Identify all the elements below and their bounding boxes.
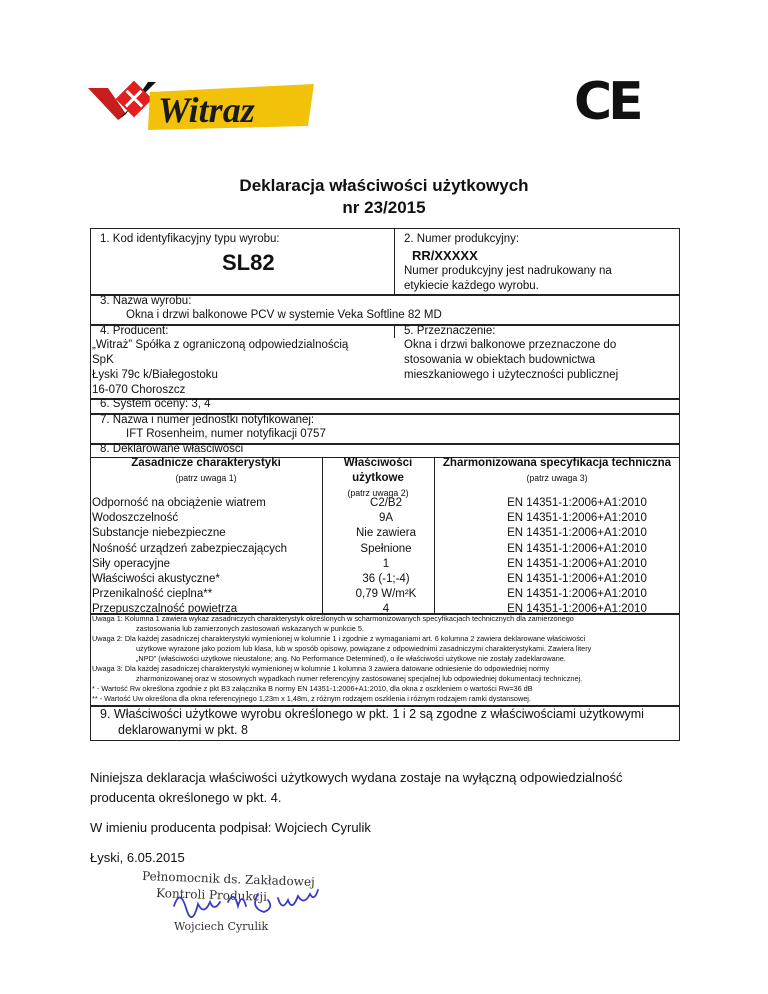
purpose-line: Okna i drzwi balkonowe przeznaczone do [404, 339, 617, 351]
performance-cell: C2/B2 [370, 497, 402, 509]
specification-cell: EN 14351-1:2006+A1:2010 [507, 497, 647, 509]
s1-label: 1. Kod identyfikacyjny typu wyrobu: [100, 233, 280, 245]
col-note: (patrz uwaga 2) [347, 488, 409, 498]
ce-mark: CE [574, 72, 640, 132]
s2-label: 2. Numer produkcyjny: [404, 233, 520, 245]
document-number: nr 23/2015 [342, 198, 426, 217]
s8-label: 8. Deklarowane właściwości [100, 443, 244, 455]
svg-text:Wojciech Cyrulik: Wojciech Cyrulik [174, 920, 269, 933]
svg-text:Kontroli Produkcji: Kontroli Produkcji [155, 886, 268, 904]
characteristic-cell: Przepuszczalność powietrza [92, 603, 238, 616]
conformity-statement: 9. Właściwości użytkowe wyrobu określonego w pkt. 1 i 2 są zgodne z właściwościami użytkowymi [100, 707, 644, 721]
table-row [90, 588, 678, 603]
performance-cell: 36 (-1;-4) [362, 573, 410, 585]
performance-cell: Nie zawiera [355, 527, 417, 540]
note-line: Uwaga 2: Dla każdej zasadniczej charakterystyki wymienionej w kolumnie 1 i zgodnie z wymaganiami art. 6 kolumna 2 zawiera deklarowane właściwości [92, 634, 586, 643]
table-row [90, 543, 678, 558]
producer-line: „Witraż” Spółka z ograniczoną odpowiedzialnością [92, 339, 349, 351]
performance-cell: 9A [378, 512, 394, 525]
characteristic-cell: Odporność na obciążenie wiatrem [92, 497, 266, 509]
performance-cell: 4 [382, 603, 390, 616]
purpose-line: mieszkaniowego i użyteczności publicznej [404, 369, 619, 381]
notified-body: IFT Rosenheim, numer notyfikacji 0757 [126, 428, 326, 440]
responsibility-text: producenta określonego w pkt. 4. [90, 790, 282, 805]
note-line: Uwaga 1: Kolumna 1 zawiera wykaz zasadniczych charakterystyk określonych w scharmonizowanych specyfikacjach technicznych dla zamierzonego [92, 614, 574, 623]
s4-label: 4. Producent: [100, 325, 169, 337]
note-line: * - Wartość Rw określona zgodnie z pkt B3 załącznika B normy EN 14351-1:2006+A1:2010, dla okna z oszkleniem o wartości Rw=36 dB [92, 684, 533, 693]
product-code: SL82 [222, 250, 275, 275]
performance-cell: 1 [382, 557, 390, 570]
product-name: Okna i drzwi balkonowe PCV w systemie Veka Softline 82 MD [126, 309, 442, 321]
specification-cell: EN 14351-1:2006+A1:2010 [507, 542, 647, 555]
stamp-signature [130, 864, 350, 944]
specification-cell: EN 14351-1:2006+A1:2010 [507, 557, 647, 570]
s5-label: 5. Przeznaczenie: [404, 325, 496, 337]
s7-label: 7. Nazwa i numer jednostki notyfikowanej: [100, 414, 315, 426]
assessment-system: 6. System oceny: 3, 4 [100, 398, 211, 410]
table-row [90, 527, 678, 542]
document-title: Deklaracja właściwości użytkowych [239, 176, 529, 195]
note-line: zastosowania lub zamierzonych zastosowań wskazanych w punkcie 5. [136, 624, 364, 633]
specification-cell: EN 14351-1:2006+A1:2010 [507, 588, 647, 601]
s3-label: 3. Nazwa wyrobu: [100, 295, 192, 307]
s2-note: etykiecie każdego wyrobu. [404, 280, 539, 292]
signed-by: W imieniu producenta podpisał: Wojciech Cyrulik [90, 820, 371, 835]
note-line: użytkowe wyrażone jako poziom lub klasa, lub w sposób opisowy, powiązane z odpowiednimi zasadniczymi charakterystykami. Zawiera litery [136, 644, 592, 653]
characteristic-cell: Siły operacyjne [92, 557, 170, 570]
specification-cell: EN 14351-1:2006+A1:2010 [507, 573, 647, 585]
col-header-performance: użytkowe [352, 472, 404, 484]
characteristic-cell: Wodoszczelność [92, 512, 179, 525]
col-header-characteristics: Zasadnicze charakterystyki [131, 457, 281, 469]
table-row [90, 497, 678, 512]
svg-text:Pełnomocnik ds. Zakładowej: Pełnomocnik ds. Zakładowej [141, 869, 316, 890]
col-note: (patrz uwaga 3) [526, 473, 588, 483]
s2-note: Numer produkcyjny jest nadrukowany na [404, 265, 612, 277]
table-row [90, 558, 678, 573]
place-date: Łyski, 6.05.2015 [90, 850, 185, 865]
producer-line: 16-070 Choroszcz [92, 384, 186, 396]
specification-cell: EN 14351-1:2006+A1:2010 [507, 527, 647, 540]
table-row [90, 573, 678, 588]
note-line: Uwaga 3: Dla każdej zasadniczej charakterystyki wymienionej w kolumnie 1 kolumna 3 zawiera datowane odniesienie do odpowiedniej normy [92, 664, 550, 673]
col-note: (patrz uwaga 1) [175, 473, 237, 483]
purpose-line: stosowania w obiektach budownictwa [404, 354, 596, 366]
note-line: zharmonizowanej oraz w stosownych wypadkach numer referencyjny zastosowanej specjalnej lub odpowiedniej dokumentacji technicznej. [136, 674, 583, 683]
characteristic-cell: Nośność urządzeń zabezpieczających [92, 542, 287, 555]
col-header-performance: Właściwości [343, 457, 413, 469]
notes [92, 614, 676, 704]
logo-wordmark: Witraz [158, 90, 255, 130]
responsibility-text: Niniejsza deklaracja właściwości użytkowych wydana zostaje na wyłączną odpowiedzialność [90, 770, 623, 785]
performance-cell: 0,79 W/m²K [355, 588, 417, 601]
production-number: RR/XXXXX [412, 248, 478, 263]
characteristic-cell: Właściwości akustyczne* [92, 573, 220, 585]
witraz-logo [88, 74, 318, 134]
producer-line: SpK [92, 354, 114, 366]
characteristic-cell: Substancje niebezpieczne [92, 527, 226, 540]
characteristic-cell: Przenikalność cieplna** [92, 588, 213, 601]
conformity-statement: deklarowanymi w pkt. 8 [118, 723, 248, 737]
note-line: ** - Wartość Uw określona dla okna referencyjnego 1,23m x 1,48m, z różnym rodzajem oszklenia i różnym rodzajem ramki dystansowej. [92, 694, 531, 703]
col-header-specification: Zharmonizowana specyfikacja techniczna [442, 457, 672, 469]
specification-cell: EN 14351-1:2006+A1:2010 [507, 603, 647, 616]
table-row [90, 512, 678, 527]
note-line: „NPD” (właściwości użytkowe nieustalone; ang. No Performance Determined), o ile właściwości użytkowe nie zostały zadeklarowane. [136, 654, 566, 663]
producer-line: Łyski 79c k/Białegostoku [92, 369, 218, 381]
performance-cell: Spełnione [360, 542, 412, 555]
specification-cell: EN 14351-1:2006+A1:2010 [507, 512, 647, 525]
